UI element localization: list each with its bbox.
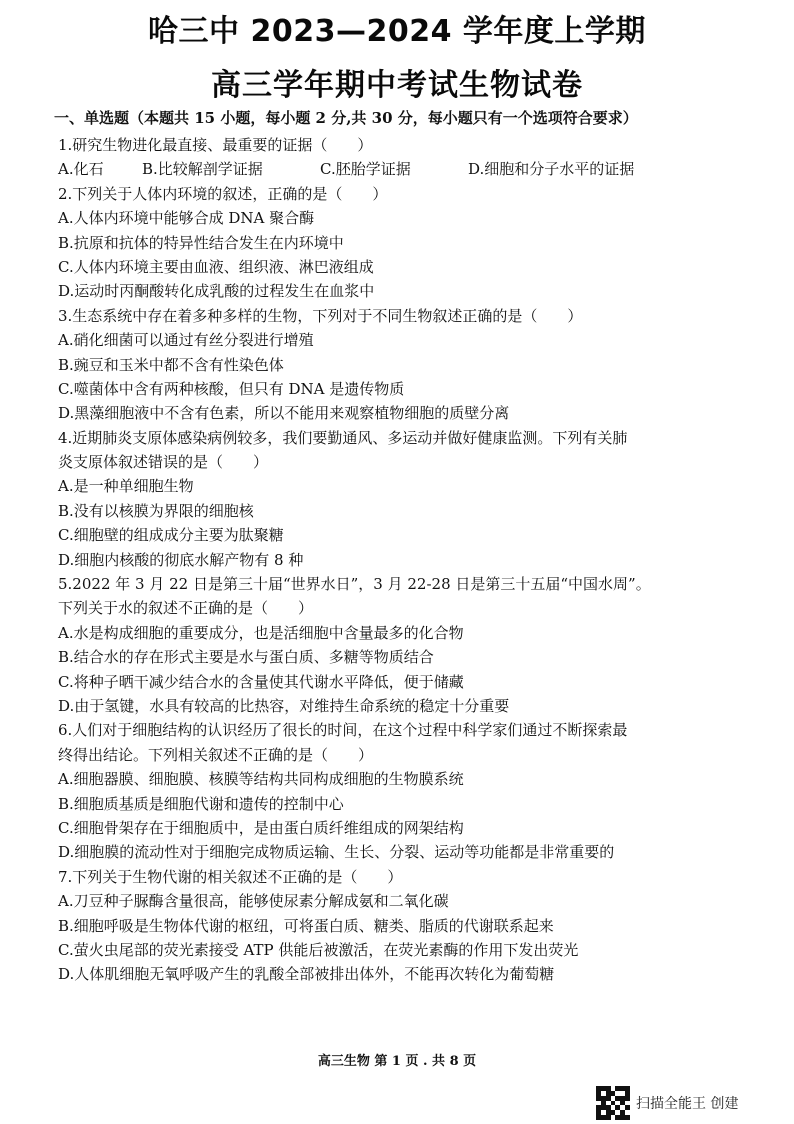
- question-list: [58, 133, 748, 987]
- question-4-option-d: D.细胞内核酸的彻底水解产物有 8 种: [58, 550, 304, 569]
- question-4-option-c: C.细胞壁的组成成分主要为肽聚糖: [58, 526, 284, 545]
- exam-title-line1: 哈三中 2023—2024 学年度上学期: [148, 14, 646, 49]
- question-1-stem: 1.研究生物进化最直接、最重要的证据（ ）: [58, 136, 373, 154]
- watermark-text: 扫描全能王 创建: [636, 1096, 739, 1112]
- question-5-stem-line2: 下列关于水的叙述不正确的是（ ）: [58, 599, 314, 618]
- question-1-option-d: D.细胞和分子水平的证据: [468, 160, 635, 179]
- exam-title-line2: 高三学年期中考试生物试卷: [211, 68, 583, 103]
- question-1-option-c: C.胚胎学证据: [320, 160, 411, 179]
- question-3-option-c: C.噬菌体中含有两种核酸，但只有 DNA 是遗传物质: [58, 379, 405, 398]
- question-6-option-b: B.细胞质基质是细胞代谢和遗传的控制中心: [58, 794, 344, 813]
- question-3-option-a: A.硝化细菌可以通过有丝分裂进行增殖: [58, 331, 314, 350]
- question-2-option-d: D.运动时丙酮酸转化成乳酸的过程发生在血浆中: [58, 282, 375, 301]
- question-3-option-b: B.豌豆和玉米中都不含有性染色体: [58, 355, 284, 374]
- qr-code-icon: [596, 1086, 630, 1120]
- question-5-option-a: A.水是构成细胞的重要成分，也是活细胞中含量最多的化合物: [58, 623, 464, 642]
- section-heading: 一、单选题（本题共 15 小题，每小题 2 分,共 30 分，每小题只有一个选项符合要求）: [54, 109, 638, 127]
- question-1-option-b: B.比较解剖学证据: [142, 160, 263, 179]
- question-6-stem-line2: 终得出结论。下列相关叙述不正确的是（ ）: [58, 745, 374, 764]
- question-6-stem-line1: 6.人们对于细胞结构的认识经历了很长的时间，在这个过程中科学家们通过不断探索最: [58, 721, 628, 740]
- question-3-stem: 3.生态系统中存在着多种多样的生物，下列对于不同生物叙述正确的是（ ）: [58, 306, 583, 325]
- scanner-watermark: [596, 1085, 738, 1121]
- question-6-option-d: D.细胞膜的流动性对于细胞完成物质运输、生长、分裂、运动等功能都是非常重要的: [58, 843, 615, 862]
- question-2-option-b: B.抗原和抗体的特异性结合发生在内环境中: [58, 233, 344, 252]
- question-2-option-c: C.人体内环境主要由血液、组织液、淋巴液组成: [58, 257, 374, 276]
- question-7-option-c: C.萤火虫尾部的荧光素接受 ATP 供能后被激活，在荧光素酶的作用下发出荧光: [58, 940, 579, 959]
- question-3-option-d: D.黑藻细胞液中不含有色素，所以不能用来观察植物细胞的质壁分离: [58, 404, 510, 423]
- question-7-option-b: B.细胞呼吸是生物体代谢的枢纽，可将蛋白质、糖类、脂质的代谢联系起来: [58, 916, 554, 935]
- question-5-option-d: D.由于氢键，水具有较高的比热容，对维持生命系统的稳定十分重要: [58, 696, 510, 715]
- question-7-option-a: A.刀豆种子脲酶含量很高，能够使尿素分解成氨和二氧化碳: [58, 892, 449, 911]
- question-1-options: [58, 157, 748, 181]
- question-2-option-a: A.人体内环境中能够合成 DNA 聚合酶: [58, 209, 315, 228]
- question-4-option-a: A.是一种单细胞生物: [58, 477, 194, 496]
- question-5-option-b: B.结合水的存在形式主要是水与蛋白质、多糖等物质结合: [58, 648, 434, 667]
- question-4-stem-line2: 炎支原体叙述错误的是（ ）: [58, 453, 269, 472]
- question-2-stem: 2.下列关于人体内环境的叙述，正确的是（ ）: [58, 184, 388, 203]
- question-6-option-a: A.细胞器膜、细胞膜、核膜等结构共同构成细胞的生物膜系统: [58, 770, 464, 789]
- page-footer: 高三生物 第 1 页 . 共 8 页: [317, 1054, 477, 1069]
- question-4-option-b: B.没有以核膜为界限的细胞核: [58, 501, 254, 520]
- question-6-option-c: C.细胞骨架存在于细胞质中，是由蛋白质纤维组成的网架结构: [58, 818, 464, 837]
- question-7-stem: 7.下列关于生物代谢的相关叙述不正确的是（ ）: [58, 867, 403, 886]
- question-1-option-a: A.化石: [58, 160, 104, 179]
- question-4-stem-line1: 4.近期肺炎支原体感染病例较多，我们要勤通风、多运动并做好健康监测。下列有关肺: [58, 428, 628, 447]
- question-5-option-c: C.将种子晒干减少结合水的含量使其代谢水平降低，便于储藏: [58, 672, 464, 691]
- question-7-option-d: D.人体肌细胞无氧呼吸产生的乳酸全部被排出体外，不能再次转化为葡萄糖: [58, 965, 555, 984]
- question-5-stem-line1: 5.2022 年 3 月 22 日是第三十届“世界水日”，3 月 22-28 日是第三十五届“中国水周”。: [58, 575, 651, 594]
